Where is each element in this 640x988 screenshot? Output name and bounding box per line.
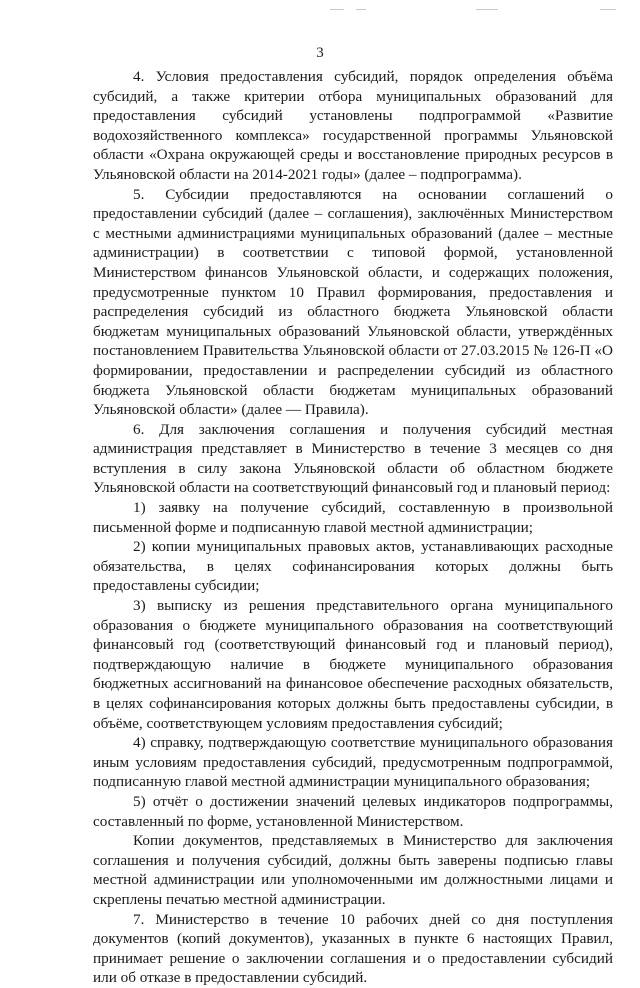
paragraph-copies: Копии документов, представляемых в Министерство для заключения соглашения и получения субсидий, должны быть заверены подписью главы местной администрации или уполномоченными им должностными лицами и скреплены печатью местной администрации. — [93, 832, 613, 908]
paragraph-7: 7. Министерство в течение 10 рабочих дней со дня поступления документов (копий документов), указанных в пункте 6 настоящих Правил, принимает решение о заключении соглашения и о предоставлении субсидий или об отказе в предоставлении субсидий. — [93, 910, 613, 987]
list-item-5: 5) отчёт о достижении значений целевых индикаторов подпрограммы, составленный по форме, установленной Министерством. — [93, 792, 613, 830]
list-item-4: 4) справку, подтверждающую соответствие муниципального образования иным условиям предоставления субсидий, предусмотренным подпрограммой, подписанную главой местной администрации муниципального образования; — [93, 734, 613, 791]
scan-edge-marks — [0, 0, 640, 16]
paragraph-6: 6. Для заключения соглашения и получения субсидий местная администрация представляет в Министерство в течение 3 месяцев со дня вступления в силу закона Ульяновской области об областном бюджете Ульяновской области на соответствующий финансовый год и плановый период: — [93, 420, 613, 497]
paragraph-4: 4. Условия предоставления субсидий, порядок определения объёма субсидий, а также критерии отбора муниципальных образований для предоставления субсидий установлены подпрограммой «Развитие водохозяйственного комплекса» государственной программы Ульяновской области «Охрана окружающей среды и восстановление природных ресурсов в Ульяновской области на 2014-2021 годы» (далее – подпрограмма). — [93, 68, 613, 183]
list-item-3: 3) выписку из решения представительного органа муниципального образования о бюджете муниципального образования на соответствующий финансовый год (соответствующий финансовый год и плановый период), подтверждающую наличие в бюджете муниципального образования бюджетных ассигнований на финансовое обеспечение расходных обязательств, в целях софинансирования которых должны быть предоставлены субсидии, в объёме, соответствующем условиям предоставления субсидий; — [93, 597, 613, 732]
paragraph-5: 5. Субсидии предоставляются на основании соглашений о предоставлении субсидий (далее – соглашения), заключённых Министерством с местными администрациями муниципальных образований (далее – местные администрации) в соответствии с типовой формой, установленной Министерством финансов Ульяновской области, и содержащих положения, предусмотренные пунктом 10 Правил формирования, предоставления и распределения субсидий из областного бюджета Ульяновской области бюджетам муниципальных образований Ульяновской области, утверждённых постановлением Правительства Ульяновской области от 27.03.2015 № 126-П «О формировании, предоставлении и распределении субсидий из областного бюджета Ульяновской области бюджетам муниципальных образований Ульяновской области» (далее — Правила). — [93, 185, 613, 419]
document-body — [93, 67, 613, 988]
page-number: 3 — [316, 45, 324, 61]
list-item-1: 1) заявку на получение субсидий, составленную в произвольной письменной форме и подписанную главой местной администрации; — [93, 499, 613, 536]
list-item-2: 2) копии муниципальных правовых актов, устанавливающих расходные обязательства, в целях софинансирования которых должны быть предоставлены субсидии; — [93, 538, 613, 595]
